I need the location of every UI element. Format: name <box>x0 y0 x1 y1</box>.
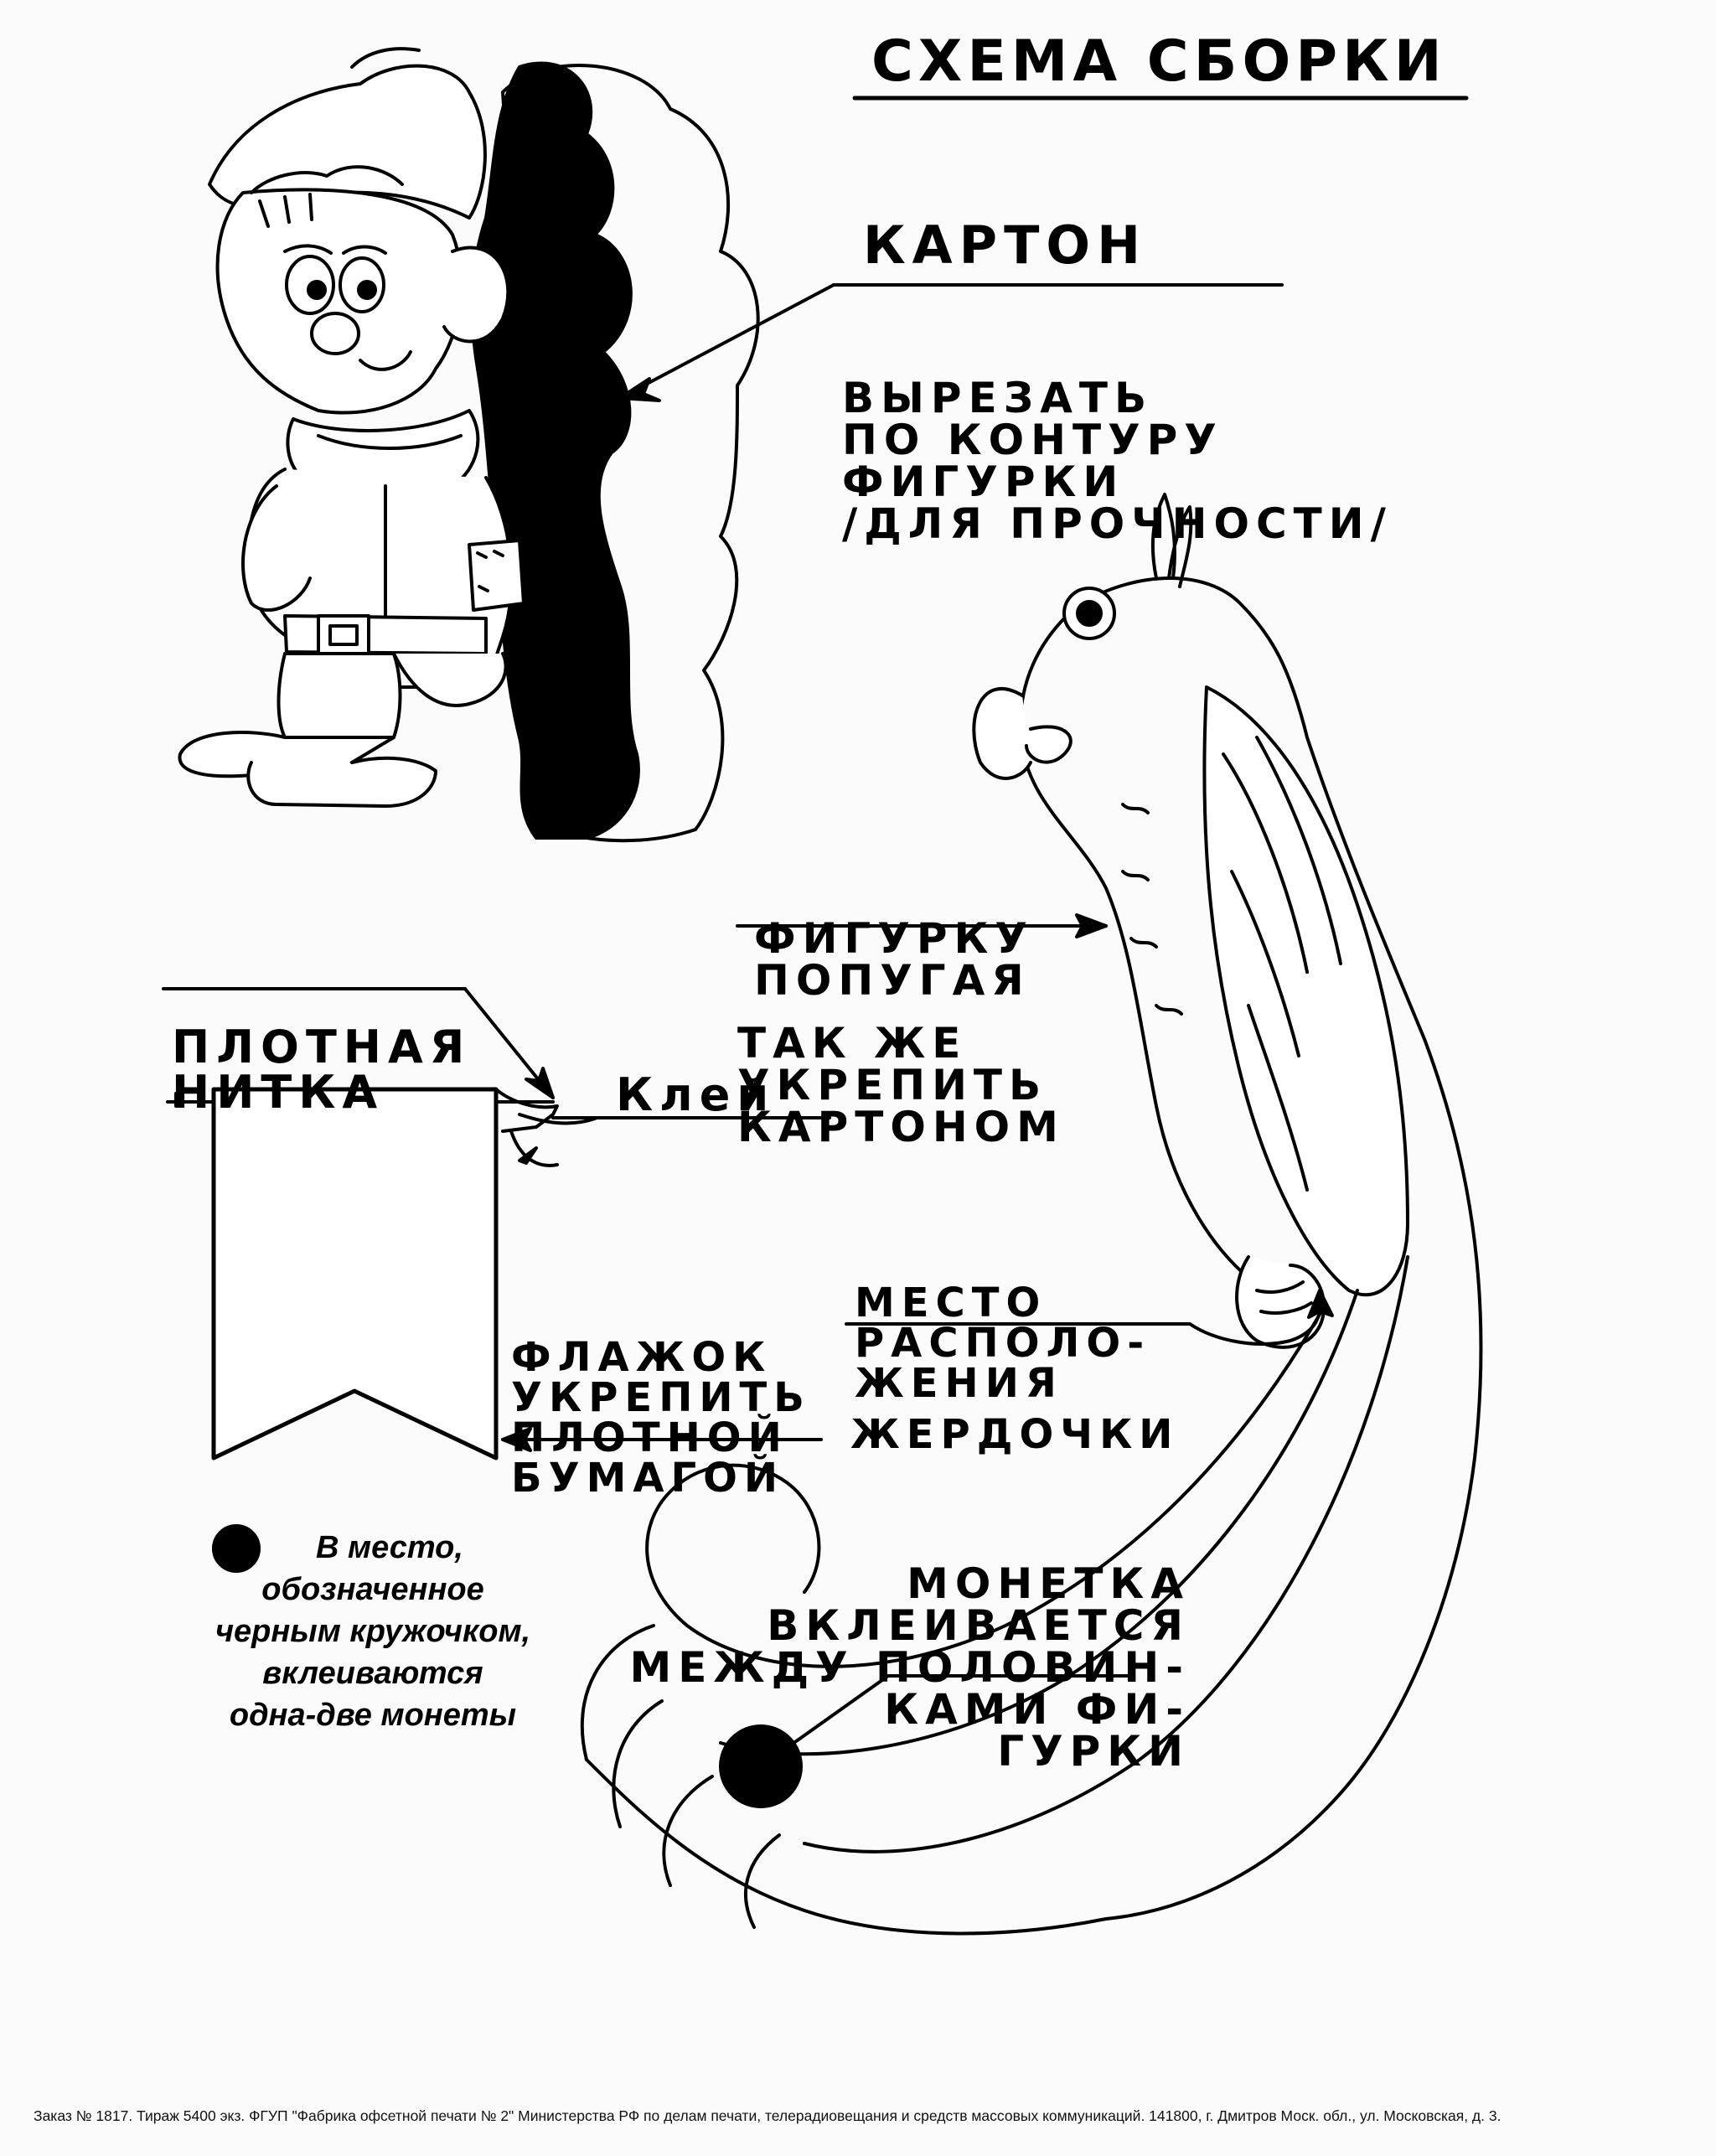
perch-line: ЖЕРДОЧКИ <box>850 1411 1180 1458</box>
flag-line: БУМАГОЙ <box>511 1455 785 1502</box>
perch-heading-line: МЕСТО <box>855 1280 1047 1326</box>
thread-label <box>172 934 471 1206</box>
gnome-pants-right <box>394 654 506 706</box>
coin-line: ВКЛЕИВАЕТСЯ <box>767 1601 1190 1650</box>
flag-line: ПЛОТНОЙ <box>511 1414 788 1461</box>
parrot-wing <box>1204 687 1408 1295</box>
cardboard-black-silhouette <box>472 63 638 838</box>
gnome-figure <box>179 49 757 840</box>
perch-heading-line: РАСПОЛО- <box>855 1320 1151 1367</box>
gnome-pupil-right <box>359 282 375 298</box>
parrot-beak-lower <box>1026 726 1071 762</box>
gnome-ear <box>444 247 508 341</box>
parrot-line: УКРЕПИТЬ <box>737 1061 1048 1109</box>
parrot-heading-line: ПОПУГАЯ <box>754 956 1031 1005</box>
karton-line: /ДЛЯ ПРОЧНОСТИ/ <box>842 499 1393 548</box>
thread-arrowhead <box>526 1068 553 1098</box>
gnome-face <box>218 190 462 413</box>
parrot-text <box>737 938 1065 1232</box>
parrot-heading-line: ФИГУРКУ <box>754 914 1034 963</box>
gnome-nose <box>312 313 359 354</box>
perch-heading-line: ЖЕНИЯ <box>855 1360 1063 1407</box>
coin-line: КАМИ ФИ- <box>884 1685 1190 1734</box>
legend-line: черным кружочком, <box>214 1614 531 1649</box>
gnome-belt-buckle <box>318 616 369 654</box>
parrot-beak-upper <box>974 689 1031 778</box>
glue-label: Клей <box>616 1068 776 1121</box>
gnome-belt <box>285 616 486 654</box>
karton-line: ПО КОНТУРУ <box>842 416 1223 464</box>
gnome-pants <box>279 654 401 737</box>
karton-line: ФИГУРКИ <box>842 458 1125 506</box>
karton-line: ВЫРЕЗАТЬ <box>842 374 1154 422</box>
legend-line: обозначенное <box>261 1572 484 1607</box>
coin-line: МЕЖДУ ПОЛОВИН- <box>629 1643 1190 1692</box>
flag-line: УКРЕПИТЬ <box>511 1374 811 1421</box>
gnome-boot-right <box>248 758 436 806</box>
parrot-line: ТАК ЖЕ <box>737 1019 968 1068</box>
parrot-arrowhead <box>1077 915 1106 937</box>
legend-note <box>189 1527 557 1736</box>
parrot-line: КАРТОНОМ <box>737 1103 1065 1151</box>
karton-leader-line <box>620 285 834 398</box>
imprint-footer: Заказ № 1817. Тираж 5400 экз. ФГУП "Фабрика офсетной печати № 2" Министерства РФ по делам печати, телерадиовещания и средств массовых коммуникаций. 141800, г. Дмитров Моск. обл., ул. Московская, д. 3. <box>34 2107 1502 2124</box>
gnome-pupil-left <box>308 282 325 298</box>
legend-line: В место, <box>316 1530 463 1565</box>
karton-text <box>842 293 1393 628</box>
legend-line: одна-две монеты <box>229 1698 517 1733</box>
coin-label <box>620 1479 1190 1856</box>
flag-line: ФЛАЖОК <box>511 1334 773 1381</box>
cap-fold <box>352 49 419 67</box>
karton-heading: КАРТОН <box>863 215 1147 276</box>
thread-line: НИТКА <box>172 1066 385 1119</box>
coin-line: ГУРКИ <box>997 1727 1190 1776</box>
page-title: СХЕМА СБОРКИ <box>871 28 1447 95</box>
legend-line: вклеиваются <box>262 1656 483 1691</box>
thread-line: ПЛОТНАЯ <box>172 1021 472 1073</box>
coin-line: МОНЕТКА <box>907 1559 1190 1608</box>
